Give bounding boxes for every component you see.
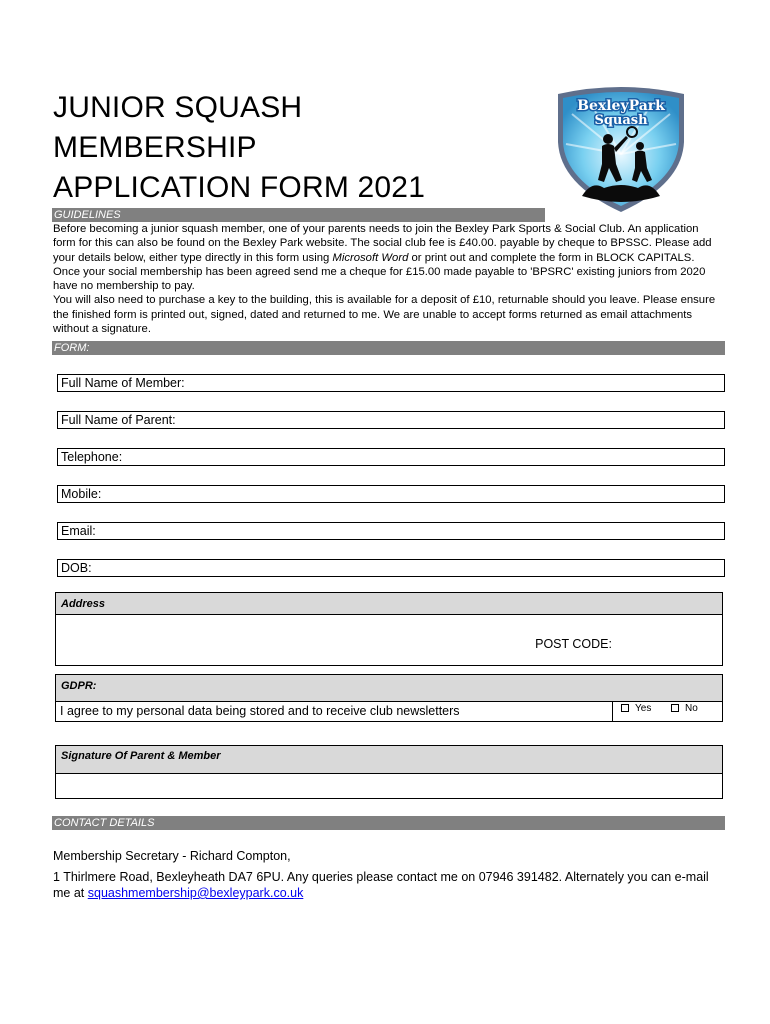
page-title bbox=[53, 88, 425, 208]
gdpr-yes-label: Yes bbox=[635, 703, 652, 714]
title-line-1: JUNIOR SQUASH bbox=[53, 91, 303, 124]
contact-address-text: 1 Thirlmere Road, Bexleyheath DA7 6PU. Any queries please contact me on 07946 391482. Alternately you can e-mail me at bbox=[53, 869, 709, 900]
address-heading: Address bbox=[56, 593, 722, 615]
guidelines-heading: GUIDELINES bbox=[52, 208, 545, 222]
email-field[interactable]: Email: bbox=[57, 522, 725, 540]
mobile-field[interactable]: Mobile: bbox=[57, 485, 725, 503]
member-name-field[interactable]: Full Name of Member: bbox=[57, 374, 725, 392]
title-line-2: MEMBERSHIP bbox=[53, 131, 257, 164]
gdpr-consent-row bbox=[56, 702, 722, 721]
gdpr-no-option[interactable] bbox=[671, 703, 698, 714]
guidelines-text bbox=[53, 222, 723, 336]
signature-heading: Signature Of Parent & Member bbox=[56, 746, 722, 774]
contact-heading: CONTACT DETAILS bbox=[52, 816, 725, 830]
contact-line-2 bbox=[53, 869, 723, 902]
contact-line-1: Membership Secretary - Richard Compton, bbox=[53, 849, 291, 863]
parent-name-field[interactable]: Full Name of Parent: bbox=[57, 411, 725, 429]
gdpr-yes-option[interactable] bbox=[621, 703, 651, 714]
guidelines-p1-end: or print out and complete the form in BLOCK CAPITALS. Once your social membership has been agreed send me a cheque for £15.00 made payable to 'BPSRC' existing juniors from 2020 have no membership to pay. bbox=[53, 251, 706, 293]
gdpr-heading: GDPR: bbox=[56, 675, 722, 702]
guidelines-p1-emphasis: Microsoft Word bbox=[332, 251, 409, 264]
guidelines-p1-start: Before becoming a junior squash member, one of your parents needs to join the Bexley Park Sports & Social Club. An application form for this can also be found on the Bexley Park website. The social club fee is £40.00. payable by cheque to BPSSC. Please add your details below, either type directly in this form using bbox=[53, 223, 712, 264]
guidelines-paragraph-2: You will also need to purchase a key to the building, this is available for a deposit of £10, returnable should you leave. Please ensure the finished form is printed out, signed, dated and returned to me. We are unable to accept forms returned as email attachments without a signature. bbox=[53, 294, 716, 336]
title-line-3: APPLICATION FORM 2021 bbox=[53, 171, 426, 204]
dob-field[interactable]: DOB: bbox=[57, 559, 725, 577]
contact-email-link[interactable]: squashmembership@bexleypark.co.uk bbox=[87, 886, 304, 900]
gdpr-no-label: No bbox=[685, 703, 698, 714]
gdpr-no-checkbox[interactable] bbox=[671, 704, 679, 712]
form-heading: FORM: bbox=[52, 341, 725, 355]
gdpr-divider bbox=[612, 702, 613, 721]
address-input-area[interactable] bbox=[56, 615, 722, 665]
gdpr-consent-text: I agree to my personal data being stored and to receive club newsletters bbox=[60, 704, 460, 718]
logo-text-line-1: BexleyPark bbox=[577, 98, 665, 114]
signature-section bbox=[55, 745, 723, 799]
signature-area[interactable] bbox=[56, 774, 722, 798]
logo-text-line-2: Squash bbox=[594, 113, 648, 128]
gdpr-yes-checkbox[interactable] bbox=[621, 704, 629, 712]
gdpr-section bbox=[55, 674, 723, 722]
postcode-label: POST CODE: bbox=[535, 637, 612, 651]
address-section bbox=[55, 592, 723, 666]
guidelines-paragraph-1 bbox=[53, 222, 723, 293]
contact-details bbox=[53, 848, 723, 902]
bexley-park-squash-logo bbox=[552, 84, 690, 214]
telephone-field[interactable]: Telephone: bbox=[57, 448, 725, 466]
